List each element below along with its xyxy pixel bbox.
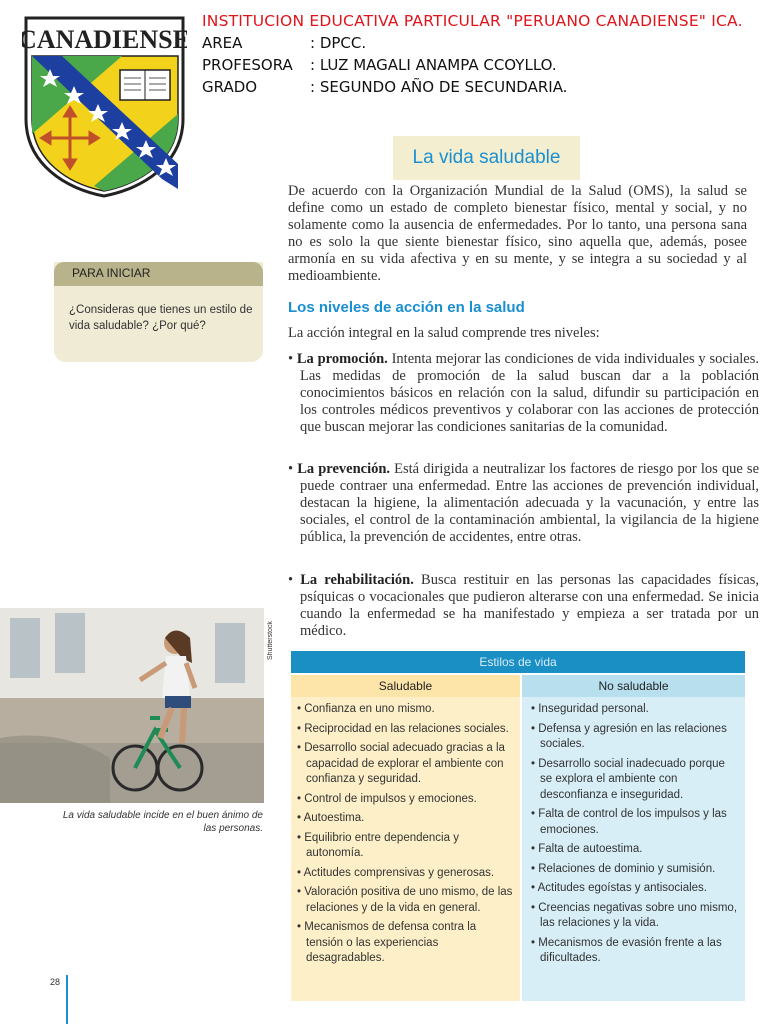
list-item <box>530 807 740 838</box>
bullet-term: La promoción. <box>296 351 388 367</box>
bullet-icon: • <box>531 882 538 894</box>
header-label: AREA <box>202 34 243 52</box>
bullet-icon: • <box>297 866 304 879</box>
list-item-text: Valoración positiva de uno mismo, de las relaciones y de la vida en general. <box>304 886 513 914</box>
para-iniciar-question: ¿Consideras que tienes un estilo de vida saludable? ¿Por qué? <box>69 304 253 332</box>
list-item <box>296 792 516 808</box>
bullet-icon: • <box>531 757 539 770</box>
list-item-text: Reciprocidad en las relaciones sociales. <box>304 722 509 735</box>
list-item <box>296 920 516 967</box>
bullet-icon: • <box>531 862 539 875</box>
list-item-text: Actitudes egoístas y antisociales. <box>537 882 707 894</box>
bullet-icon: • <box>531 722 539 735</box>
list-item-text: Desarrollo social adecuado gracias a la capacidad de explorar el ambiente con confianza y seguridad. <box>304 742 505 785</box>
table-header-no-saludable: No saludable <box>522 675 745 697</box>
header-row-profesora <box>202 54 762 76</box>
bullet-text: Busca restituir en las personas las capacidades físicas, psíquicas o vocacionales que pudieron alterarse con una enfermedad. Se inicia cuando la enfermedad se ha manifestado y empieza a ser tratada por un médico. <box>300 572 759 639</box>
list-item <box>296 866 516 882</box>
crest-text: CANADIENSE <box>22 25 187 54</box>
bullet-icon: • <box>531 901 539 914</box>
table-header-saludable: Saludable <box>291 675 520 697</box>
photo-caption: La vida saludable incide en el buen ánimo de las personas. <box>62 810 263 834</box>
header-label: PROFESORA <box>202 56 293 74</box>
bullet-term: La rehabilitación. <box>300 572 414 588</box>
bullet-icon: • <box>297 886 305 898</box>
list-item <box>530 757 740 804</box>
list-item-text: Falta de autoestima. <box>538 843 643 855</box>
bullet-icon: • <box>297 812 304 824</box>
header-row-grado <box>202 76 762 98</box>
intro-paragraph: De acuerdo con la Organización Mundial de la Salud (OMS), la salud se define como un estado de completo bienestar físico, mental y social, y no solamente como la ausencia de enfermedades. Por lo tanto, una persona sana no es solo la que siente bienestar físico, sino aquella que, además, posee armonía en su vida afectiva y en su mente, y se integra a su sociedad y al medioambiente. <box>288 183 747 284</box>
list-item <box>530 842 740 858</box>
page-number: 28 <box>50 977 61 987</box>
bullet-icon: • <box>297 722 305 735</box>
header-value: : DPCC. <box>310 34 367 52</box>
list-item <box>530 901 740 932</box>
photo-girl-on-bicycle <box>0 608 264 803</box>
list-item-text: Defensa y agresión en las relaciones sociales. <box>538 722 727 750</box>
list-item <box>296 702 516 718</box>
bullet-text: Está dirigida a neutralizar los factores de riesgo por los que se puede contraer una enfermedad. Entre las acciones de prevención individual, destacan la higiene, la alimentación adecuada y la vacunación, y entre las sociales, el control de la contaminación ambiental, la vigilancia de la higiene pública, la prevención de accidentes, entre otras. <box>300 461 759 545</box>
list-item <box>530 936 740 967</box>
list-item-text: Creencias negativas sobre uno mismo, las relaciones y la vida. <box>538 901 738 929</box>
bullet-icon: • <box>531 808 539 820</box>
bullet-icon: • <box>297 921 305 933</box>
photo-credit: Shutterstock <box>267 621 274 660</box>
document-header <box>202 10 762 98</box>
header-label: GRADO <box>202 78 258 96</box>
list-item-text: Mecanismos de defensa contra la tensión o las experiencias desagradables. <box>304 921 477 964</box>
page-margin-bar <box>66 975 68 1024</box>
list-item <box>296 811 516 827</box>
section-title: La vida saludable <box>412 147 561 168</box>
bullet-icon: • <box>531 936 539 949</box>
list-item <box>530 702 740 718</box>
bullet-icon: • <box>531 703 539 715</box>
list-item-text: Mecanismos de evasión frente a las dificultades. <box>538 936 722 964</box>
list-item <box>530 881 740 897</box>
list-item-text: Inseguridad personal. <box>538 703 649 715</box>
bullet-prevencion: • La prevención. Está dirigida a neutralizar los factores de riesgo por los que se puede contraer una enfermedad. Entre las acciones de prevención individual, destacan la higiene, la alimentación adecuada y la vacunación, y entre las sociales, el control de la contaminación ambiental, la vigilancia de la higiene pública, la prevención de accidentes, entre otras. <box>288 461 759 545</box>
list-item-text: Relaciones de dominio y sumisión. <box>538 862 716 875</box>
list-item-text: Equilibrio entre dependencia y autonomía. <box>304 831 459 859</box>
header-value: : SEGUNDO AÑO DE SECUNDARIA. <box>310 78 568 96</box>
list-item <box>530 862 740 878</box>
list-item <box>530 722 740 753</box>
no-saludable-list <box>530 702 740 971</box>
subheading: Los niveles de acción en la salud <box>288 299 525 316</box>
list-item <box>296 722 516 738</box>
bullet-icon: • <box>297 831 305 844</box>
list-item-text: Desarrollo social inadecuado porque se explora el ambiente con desconfianza e inseguridad. <box>538 757 725 801</box>
subheading-intro: La acción integral en la salud comprende tres niveles: <box>288 325 600 341</box>
list-item-text: Control de impulsos y emociones. <box>304 792 477 805</box>
institution-name: INSTITUCION EDUCATIVA PARTICULAR "PERUANO CANADIENSE" ICA. <box>202 12 743 30</box>
para-iniciar-heading: PARA INICIAR <box>72 266 151 280</box>
bullet-text: Intenta mejorar las condiciones de vida individuales y sociales. Las medidas de promoción de la salud buscan dar a la población conocimientos básicos en relación con la salud, difundir su participación en los controles médicos preventivos y colaborar con las acciones de protección que buscan mejorar las condiciones sanitarias de la comunidad. <box>300 351 759 435</box>
header-row-area <box>202 32 762 54</box>
table-title: Estilos de vida <box>291 651 745 673</box>
list-item-text: Actitudes comprensivas y generosas. <box>303 866 495 879</box>
bullet-term: La prevención. <box>297 461 391 477</box>
list-item <box>296 831 516 862</box>
bullet-icon: • <box>297 742 305 754</box>
list-item-text: Falta de control de los impulsos y las emociones. <box>538 808 727 836</box>
bullet-icon: • <box>297 792 305 805</box>
list-item-text: Autoestima. <box>303 812 365 824</box>
bullet-icon: • <box>297 703 305 715</box>
list-item <box>296 885 516 916</box>
saludable-list <box>296 702 516 971</box>
list-item <box>296 741 516 788</box>
bullet-rehabilitacion: • La rehabilitación. Busca restituir en las personas las capacidades físicas, psíquicas o vocacionales que pudieron alterarse con una enfermedad. Se inicia cuando la enfermedad se ha manifestado y empieza a ser tratada por un médico. <box>288 572 759 639</box>
school-crest-logo <box>22 14 187 199</box>
header-value: : LUZ MAGALI ANAMPA CCOYLLO. <box>310 56 557 74</box>
list-item-text: Confianza en uno mismo. <box>304 703 435 715</box>
bullet-promocion: • La promoción. Intenta mejorar las condiciones de vida individuales y sociales. Las medidas de promoción de la salud buscan dar a la población conocimientos básicos en relación con la salud, difundir su participación en los controles médicos preventivos y colaborar con las acciones de protección que buscan mejorar las condiciones sanitarias de la comunidad. <box>288 351 759 435</box>
bullet-icon: • <box>531 843 539 855</box>
